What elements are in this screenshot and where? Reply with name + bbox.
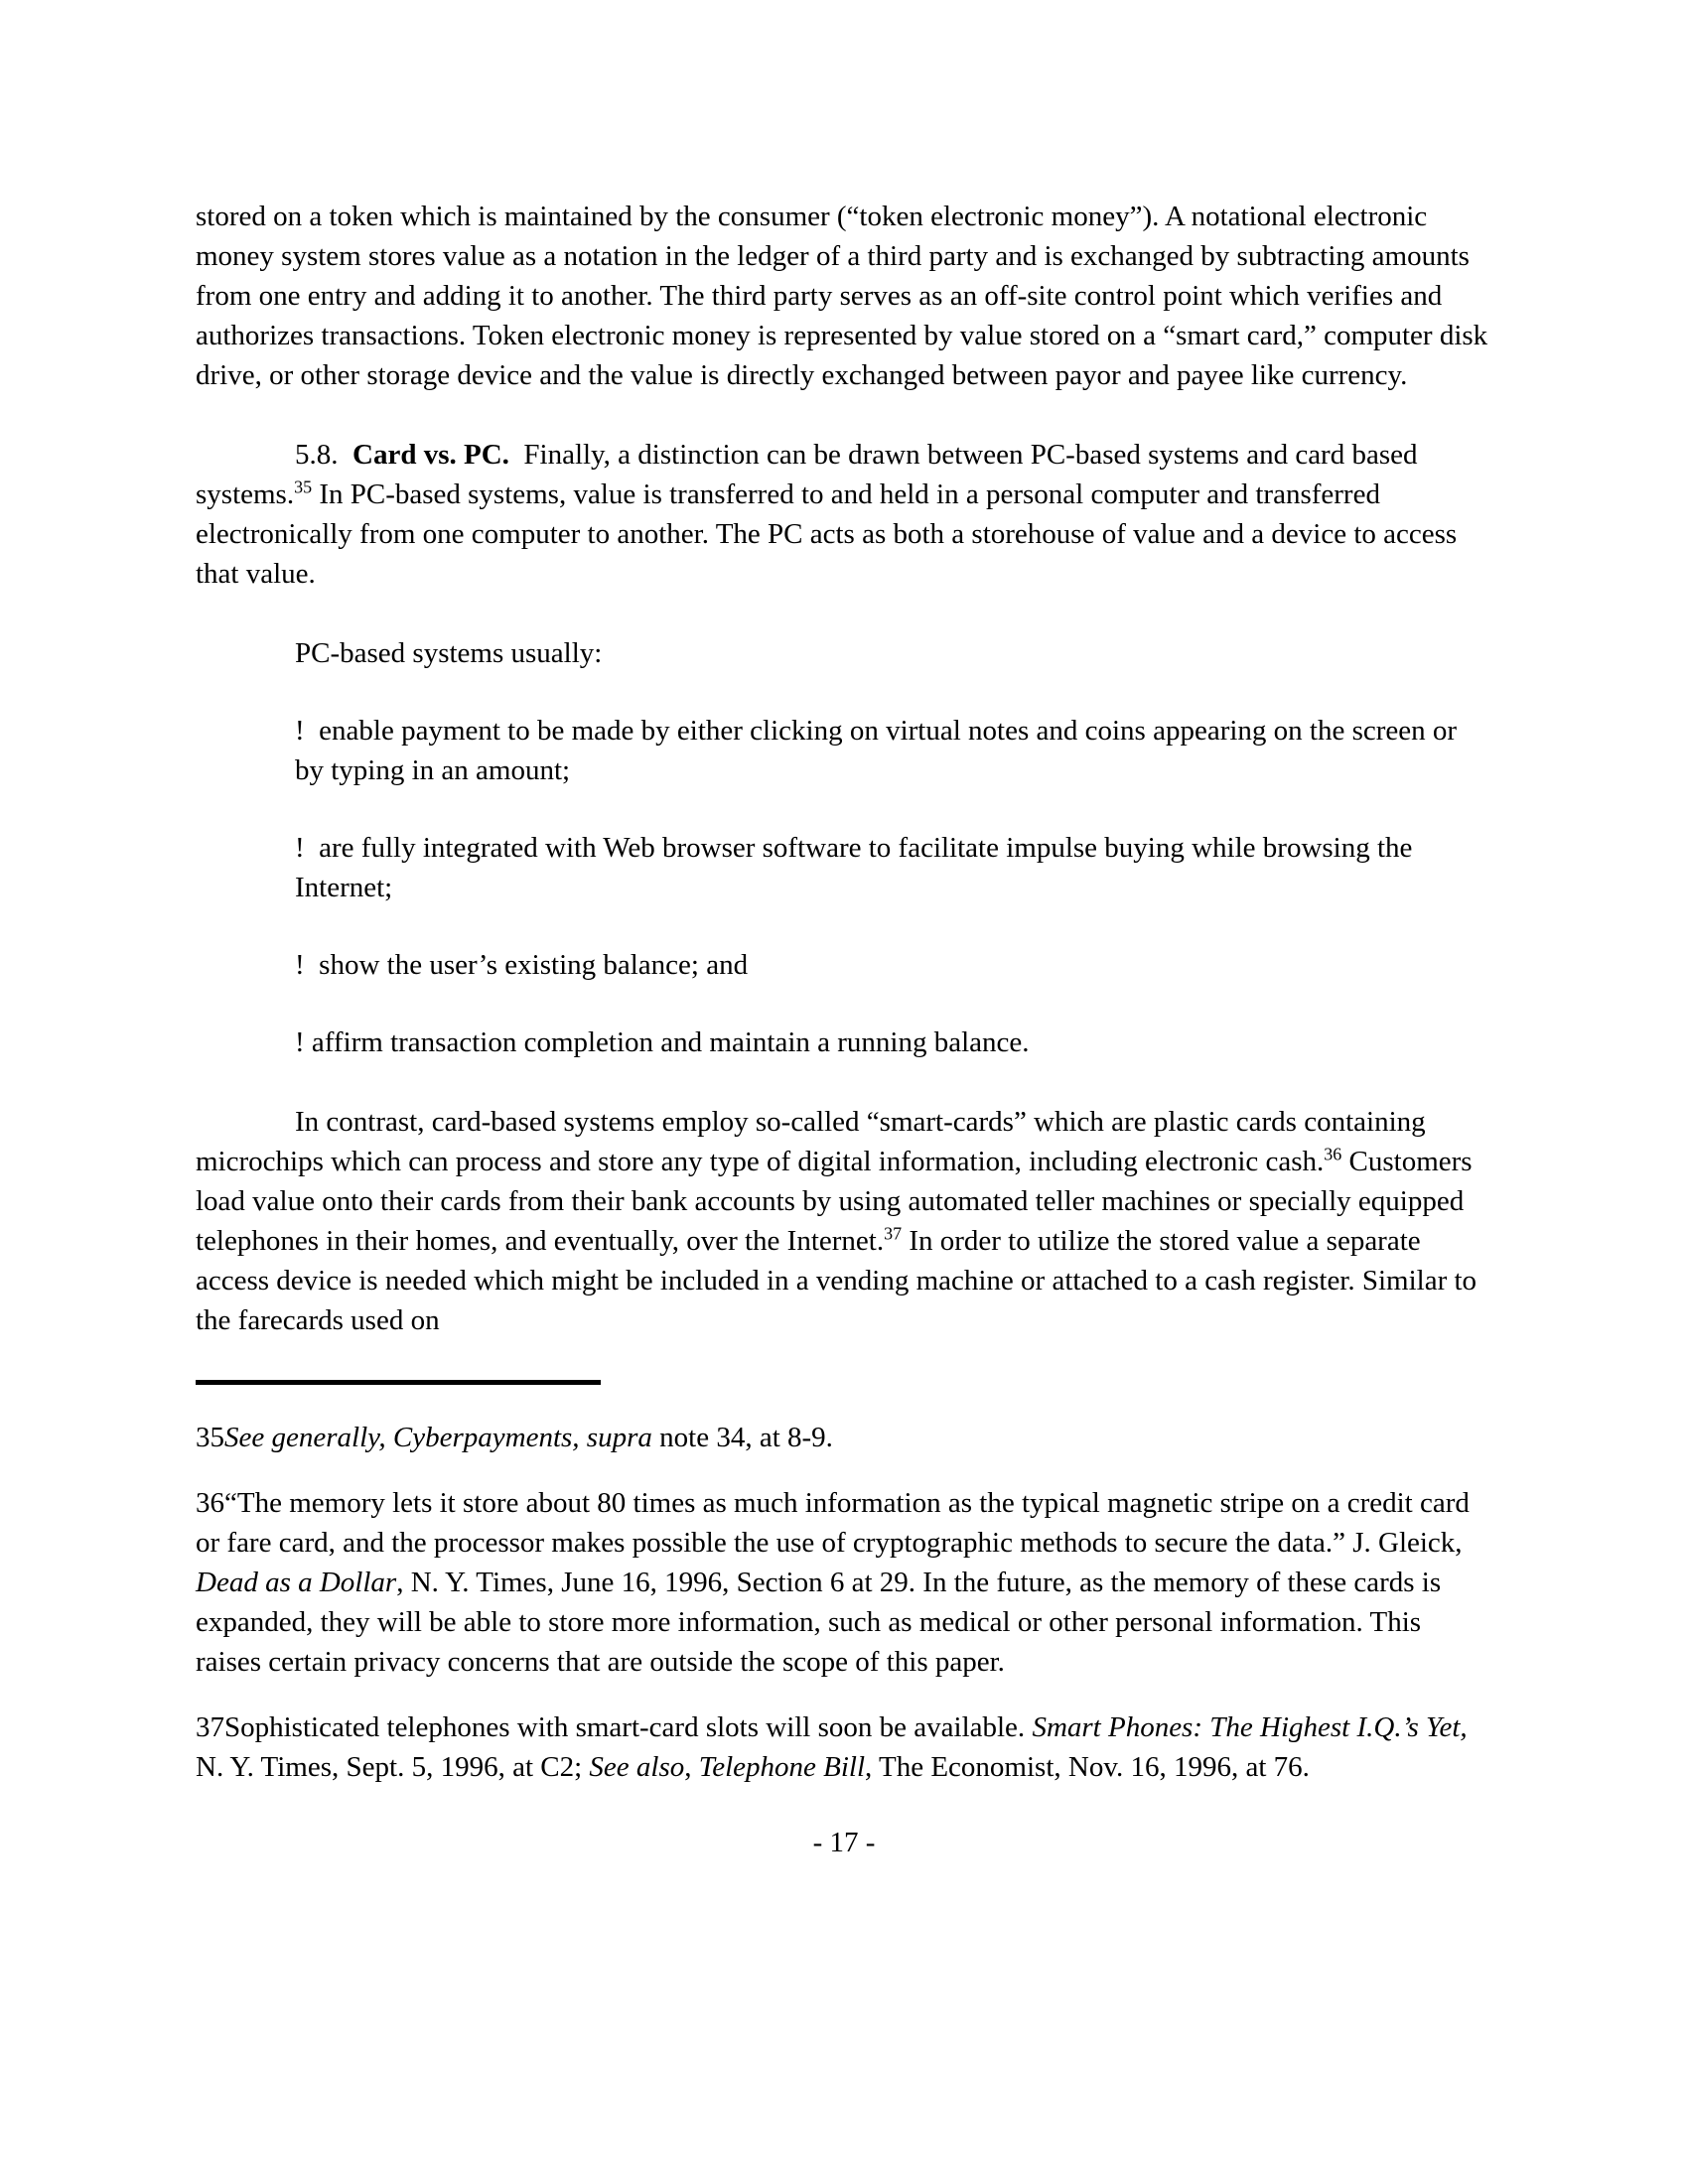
- paragraph-section-5-8-card-vs-pc: 5.8. Card vs. PC. Finally, a distinction can be drawn between PC-based systems and card based systems.$^{35}$ In PC-based systems, value is transferred to and held in a personal computer and transferred electronically from one computer to another. The PC acts as both a storehouse of value and a device to access that value.: [196, 439, 1465, 590]
- footnote-36: 36“The memory lets it store about 80 times as much information as the typical magnetic stripe on a credit card or fare card, and the processor makes possible the use of cryptographic methods to secure the data.” J. Gleick, Dead as a Dollar, N. Y. Times, June 16, 1996, Section 6 at 29. In the future, as the memory of these cards is expanded, they will be able to store more information, such as medical or other personal information. This raises certain privacy concerns that are outside the scope of this paper.: [196, 1487, 1477, 1678]
- bullet-affirm-transaction: ! affirm transaction completion and maintain a running balance.: [295, 1026, 1030, 1058]
- paragraph-token-electronic-money: stored on a token which is maintained by the consumer (“token electronic money”). A notational electronic money system stores value as a notation in the ledger of a third party and is exchanged by subtracting amounts from one entry and adding it to another. The third party serves as an off-site control point which verifies and authorizes transactions. Token electronic money is represented by value stored on a “smart card,” computer disk drive, or other storage device and the value is directly exchanged between payor and payee like currency.: [196, 201, 1495, 391]
- footnote-37: 37Sophisticated telephones with smart-card slots will soon be available. Smart Phones: The Highest I.Q.’s Yet, N. Y. Times, Sept. 5, 1996, at C2; See also, Telephone Bill, The Economist, Nov. 16, 1996, at 76.: [196, 1711, 1475, 1783]
- bullet-show-balance: ! show the user’s existing balance; and: [295, 949, 749, 981]
- paragraph-smart-cards: In contrast, card-based systems employ so-called “smart-cards” which are plastic cards containing microchips which can process and store any type of digital information, including electronic cash.$^{36}$ Customers load value onto their cards from their bank accounts by using automated teller machines or specially equipped telephones in their homes, and eventually, over the Internet.$^{37}$ In order to utilize the stored value a separate access device is needed which might be included in a vending machine or attached to a cash register. Similar to the farecards used on: [196, 1106, 1484, 1336]
- footnote-separator-rule: [196, 1380, 601, 1385]
- bullet-web-browser-integration: ! are fully integrated with Web browser software to facilitate impulse buying while browsing the Internet;: [295, 832, 1420, 903]
- page-number: - 17 -: [812, 1827, 876, 1858]
- page-content: [196, 197, 1495, 1862]
- list-intro-pc-based-systems: PC-based systems usually:: [295, 637, 603, 669]
- bullet-enable-payment: ! enable payment to be made by either clicking on virtual notes and coins appearing on the screen or by typing in an amount;: [295, 715, 1465, 786]
- footnote-35: 35See generally, Cyberpayments, supra note 34, at 8-9.: [196, 1422, 833, 1453]
